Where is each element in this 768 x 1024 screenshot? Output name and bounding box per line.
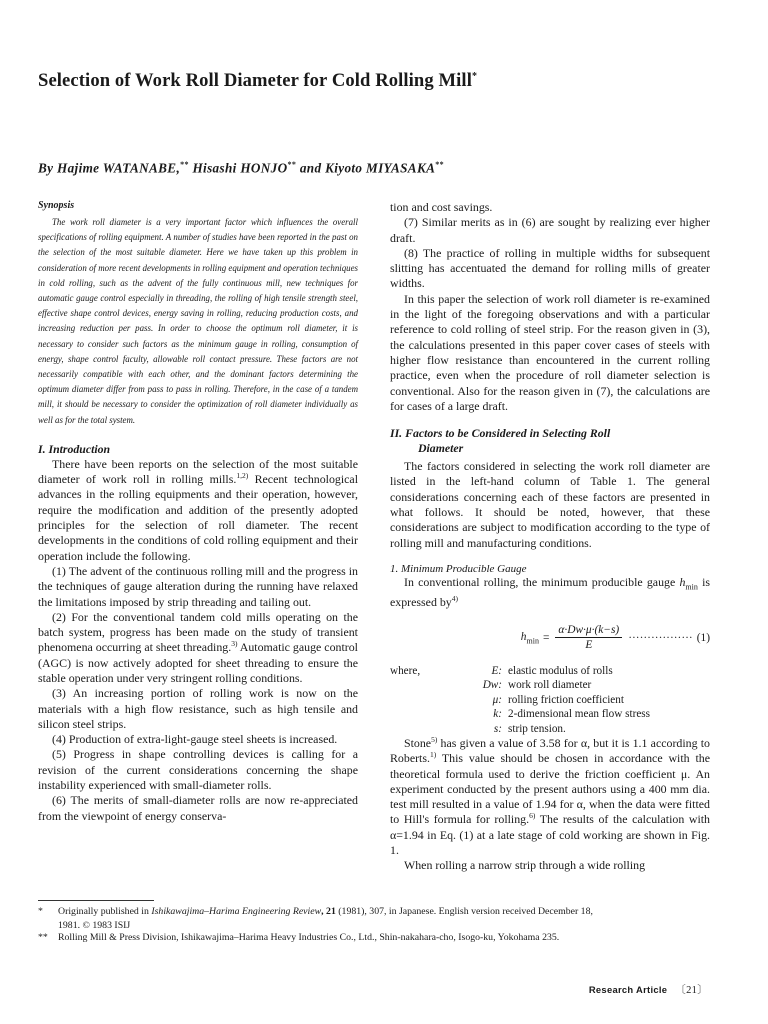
list-item: (7) Similar merits as in (6) are sought by realizing ever higher draft. xyxy=(390,215,710,245)
paragraph: In conventional rolling, the minimum producible gauge $h_{min}$ is expressed $by^{4)}$ xyxy=(390,574,710,609)
paragraph: Stone$^{5)}$ has given a value of 3.58 for α, but it is 1.1 according to Roberts.$^{1)}$ This value should be chosen in accordance with the theoretical formula used to derive the friction coefficient μ. An experiment conducted by the present authors using a 400 mm dia. test mill resulted in a value of 1.94 for α, when the data were fitted to Hill's formula for rolling.$^{6)}$ The results of the calculation with α=1.94 in Eq. (1) at a late stage of cold working are shown in Fig. 1. xyxy=(390,734,711,858)
list-item: (2) For the conventional tandem cold mills operating on the batch system, progress has been made on the study of transient phenomena occurring at sheet threading.$^{3)}$ Automatic gauge control (AGC) is now actively adopted for sheet threading to ensure the stable operation under very stringent rolling conditions. xyxy=(38,609,358,685)
equation-1: $h_{min}$ = $\frac{\alpha\cdot Dw\cdot\mu\cdot(k-s)}{E}$ ················· (1) xyxy=(520,624,710,652)
section-heading-factors: II. Factors to be Considered in Selecting Roll Diameter xyxy=(390,426,611,456)
author-line: By Hajime WATANABE,** Hisashi HONJO** and Kiyoto MIYASAKA** xyxy=(38,160,444,176)
paper-title: Selection of Work Roll Diameter for Cold Rolling Mill* xyxy=(38,70,478,91)
equation-lhs: $h_{min}$ xyxy=(520,630,539,646)
author-name: Hajime WATANABE, xyxy=(57,160,181,176)
footer-label: Research Article xyxy=(588,984,668,995)
list-item: (5) Progress in shape controlling devices is calling for a revision of the current considerations concerning the shape instability experienced with small-diameter rolls. xyxy=(38,747,358,793)
page-footer xyxy=(589,982,708,997)
footnote-2: ** Rolling Mill & Press Division, Ishikawajima–Harima Heavy Industries Co., Ltd., Shin-nakahara-cho, Isogo-ku, Yokohama 235. xyxy=(38,932,560,943)
list-item: (6) The merits of small-diameter rolls are now re-appreciated from the viewpoint of energy conserva- xyxy=(38,793,358,823)
synopsis-heading: Synopsis xyxy=(38,200,75,211)
equation-numerator: α·Dw·μ·(k−s) xyxy=(555,624,622,638)
citation-ref: 3) xyxy=(231,639,238,649)
footnote-1: * Originally published in Ishikawajima–Harima Engineering Review, 21 (1981), 307, in Japanese. English version received December 18, 1981. © 1983 ISIJ xyxy=(38,906,593,931)
list-item: (8) The practice of rolling in multiple widths for subsequent slitting has accentuated the demand for rolling mills of greater widths. xyxy=(390,245,710,291)
title-footnote-mark: * xyxy=(471,70,478,82)
section-heading-introduction: I. Introduction xyxy=(38,441,111,456)
paragraph: When rolling a narrow strip through a wide rolling xyxy=(404,858,646,873)
list-item: (3) An increasing portion of rolling work is now on the materials with a high flow resistance, such as high tensile and silicon steel strips. xyxy=(38,686,358,731)
footnote-rule xyxy=(38,900,154,901)
equation-number: (1) xyxy=(696,631,710,644)
symbol-definitions: where, E: elastic modulus of rolls Dw: work roll diameter μ: rolling friction coefficient k: 2-dimensional mean flow stress s: strip tension. xyxy=(390,664,650,735)
citation-ref: 4) xyxy=(451,593,458,603)
synopsis-text: The work roll diameter is a very important factor which influences the overall specifications of rolling equipment. A number of studies have been reported in the past on the selection of the most suitable diameter. Here we have taken up this problem in consideration of more recent developments in rolling equipment and operation techniques in cold rolling, such as the advent of the fully continuous mill, new techniques for automatic gauge control especially in threading, the rolling of high tensile strength steel, effective shape control devices, energy saving in rolling, reducing production costs, and increasing reduction per pass. In order to choose the optimum roll diameter, it is necessary to consider such factors as the minimum gauge in rolling, consumption of energy, shape control faculty, allowable roll contact pressure. These factors are not necessarily compatible with each other, and the dominant factors determining the optimum diameter differ from pass to pass in rolling. Therefore, in the case of a tandem mill, it should be necessary to consider the optimization of roll diameter individually as well as for the total system. xyxy=(38,217,358,425)
paragraph: In this paper the selection of work roll diameter is re-examined in the light of the foregoing observations and with a particular reference to cold rolling of steel strip. For the reason given in (3), the calculations presented in this paper cover cases of steels with higher flow resistance than encountered in the current rolling practice, even when the procedure of roll diameter selection is conventional. Also for the reason given in (7), the calculations are for cases of a large draft. xyxy=(390,291,710,413)
paragraph: There have been reports on the selection of the most suitable diameter of work roll in rolling mills.$^{1,2)}$ Recent technological advances in the rolling equipments and their operation, however, require the modification and addition of the presently adopted principles for the selection of roll diameter. The recent developments in the conditions of cold rolling equipment and their operation include the following. xyxy=(38,456,359,563)
equation-leader-dots: ················· xyxy=(628,631,693,644)
list-item: (1) The advent of the continuous rolling mill and the progress in the techniques of gauge alteration during the running have relaxed the limitations imposed by strip threading and tailing out. xyxy=(38,563,358,609)
equation-fraction xyxy=(555,624,622,651)
equation-denominator: E xyxy=(585,639,593,652)
left-column xyxy=(38,200,358,824)
page-number: 〔21〕 xyxy=(675,985,708,996)
right-column xyxy=(390,200,710,874)
author-name: Hisashi HONJO xyxy=(192,160,288,176)
author-name: Kiyoto MIYASAKA xyxy=(325,160,436,176)
subsection-heading-minimum-gauge: 1. Minimum Producible Gauge xyxy=(390,562,527,575)
citation-ref: 1,2) xyxy=(236,471,249,481)
paragraph: The factors considered in selecting the work roll diameter are listed in the left-hand column of Table 1. The general considerations concerning each of these factors are presented in what follows. It should be noted, however, that these considerations are subject to modification according to the type of rolling mill and manufacturing conditions. xyxy=(390,459,710,550)
list-item: (4) Production of extra-light-gauge steel sheets is increased. xyxy=(52,732,338,747)
paragraph-continuation: tion and cost savings. xyxy=(390,200,493,214)
